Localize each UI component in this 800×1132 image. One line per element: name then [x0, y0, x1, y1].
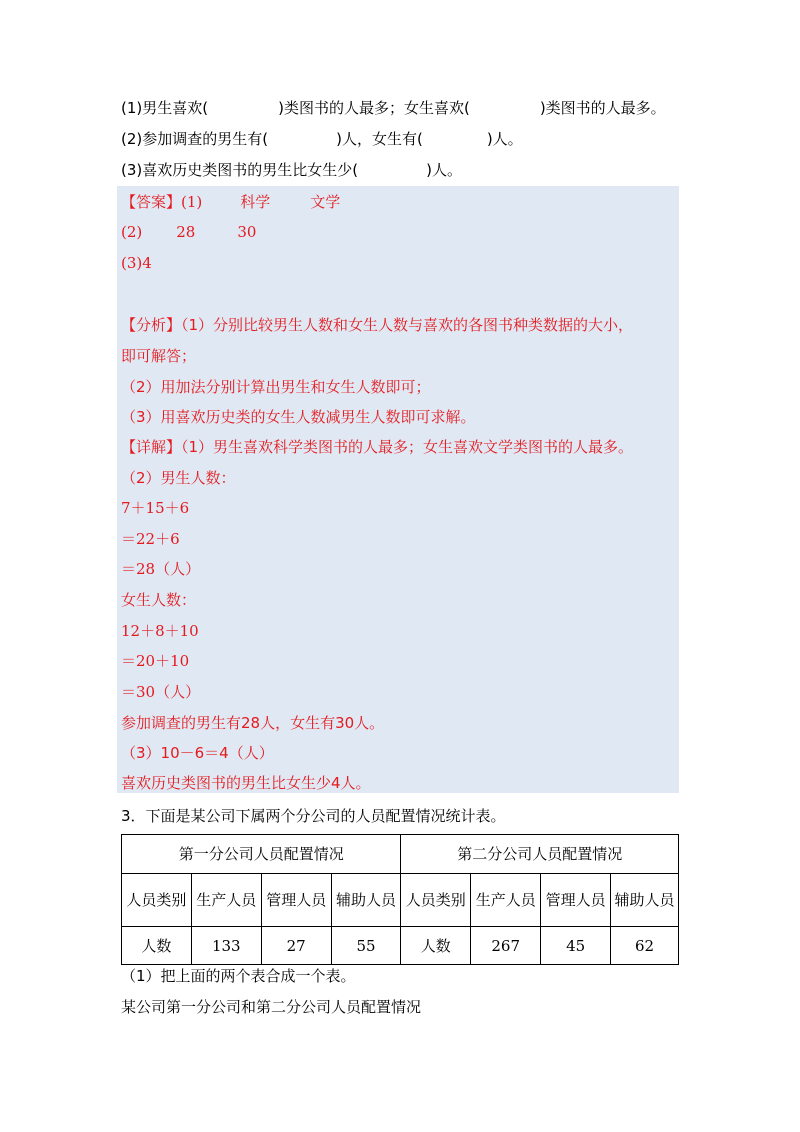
- analysis-line-2: （2）用加法分别计算出男生和女生人数即可；: [121, 378, 431, 396]
- company-1-management: 27: [261, 927, 331, 965]
- answer-tag: 【答案】: [121, 193, 182, 211]
- detail-line-3: 7＋15＋6: [121, 499, 190, 517]
- table-1-title: 第一分公司人员配置情况: [122, 835, 401, 874]
- header-category-2: 人员类别: [401, 874, 471, 927]
- company-1-auxiliary: 55: [331, 927, 401, 965]
- question-1: [121, 98, 666, 118]
- detail-line-2: （2）男生人数：: [121, 469, 236, 487]
- detail-line-6: 女生人数：: [121, 591, 197, 609]
- header-production-1: 生产人员: [191, 874, 261, 927]
- problem-3-intro: 3．下面是某公司下属两个分公司的人员配置情况统计表。: [121, 807, 506, 825]
- header-management-1: 管理人员: [261, 874, 331, 927]
- answer-2-value-2: 30: [237, 223, 257, 241]
- analysis-tag: 【分析】: [121, 316, 182, 334]
- detail-line-11: （3）10－6＝4（人）: [121, 744, 274, 762]
- staff-table: [121, 834, 679, 965]
- company-2-auxiliary: 62: [611, 927, 679, 965]
- detail-text-1: （1）男生喜欢科学类图书的人最多；女生喜欢文学类图书的人最多。: [181, 438, 634, 456]
- detail-line-9: ＝30（人）: [121, 683, 201, 701]
- question-3: [121, 160, 462, 180]
- q1-text-c: )类图书的人最多。: [539, 99, 666, 117]
- answer-line-2: [121, 222, 256, 242]
- q2-text-c: )人。: [486, 130, 523, 148]
- analysis-line-3: （3）用喜欢历史类的女生人数减男生人数即可求解。: [121, 408, 476, 426]
- header-auxiliary-1: 辅助人员: [331, 874, 401, 927]
- company-2-production: 267: [471, 927, 541, 965]
- answer-box: [117, 186, 679, 793]
- detail-line-1: [121, 437, 633, 457]
- problem-3-sub-1: （1）把上面的两个表合成一个表。: [121, 967, 356, 985]
- detail-tag: 【详解】: [121, 438, 182, 456]
- answer-line-1: [121, 192, 340, 212]
- q2-text-a: (2)参加调查的男生有(: [121, 130, 269, 148]
- header-auxiliary-2: 辅助人员: [611, 874, 679, 927]
- detail-line-5: ＝28（人）: [121, 560, 201, 578]
- detail-line-10: 参加调查的男生有28人，女生有30人。: [121, 714, 385, 732]
- analysis-text-1: （1）分别比较男生人数和女生人数与喜欢的各图书种类数据的大小，: [181, 316, 634, 334]
- detail-line-7: 12＋8＋10: [121, 622, 199, 640]
- row-label-1: 人数: [122, 927, 192, 965]
- q3-text-a: (3)喜欢历史类图书的男生比女生少(: [121, 161, 359, 179]
- detail-line-8: ＝20＋10: [121, 652, 190, 670]
- answer-1-prefix: (1): [181, 193, 203, 211]
- table-2-title: 第二分公司人员配置情况: [401, 835, 679, 874]
- header-category-1: 人员类别: [122, 874, 192, 927]
- question-2: [121, 129, 523, 149]
- detail-line-4: ＝22＋6: [121, 530, 180, 548]
- answer-line-3: (3)4: [121, 254, 152, 272]
- answer-1-value-2: 文学: [310, 193, 341, 211]
- merged-table-caption: 某公司第一分公司和第二分公司人员配置情况: [121, 998, 422, 1016]
- q1-text-b: )类图书的人最多；女生喜欢(: [278, 99, 470, 117]
- answer-1-value-1: 科学: [240, 193, 271, 211]
- answer-2-prefix: (2): [121, 223, 143, 241]
- detail-line-12: 喜欢历史类图书的男生比女生少4人。: [121, 774, 371, 792]
- q1-text-a: (1)男生喜欢(: [121, 99, 209, 117]
- row-label-2: 人数: [401, 927, 471, 965]
- q3-text-b: )人。: [426, 161, 462, 179]
- analysis-line-1b: 即可解答；: [121, 347, 197, 365]
- q2-text-b: )人，女生有(: [336, 130, 423, 148]
- analysis-line-1: [121, 315, 633, 335]
- header-production-2: 生产人员: [471, 874, 541, 927]
- header-management-2: 管理人员: [541, 874, 611, 927]
- company-2-management: 45: [541, 927, 611, 965]
- company-1-production: 133: [191, 927, 261, 965]
- answer-2-value-1: 28: [176, 223, 196, 241]
